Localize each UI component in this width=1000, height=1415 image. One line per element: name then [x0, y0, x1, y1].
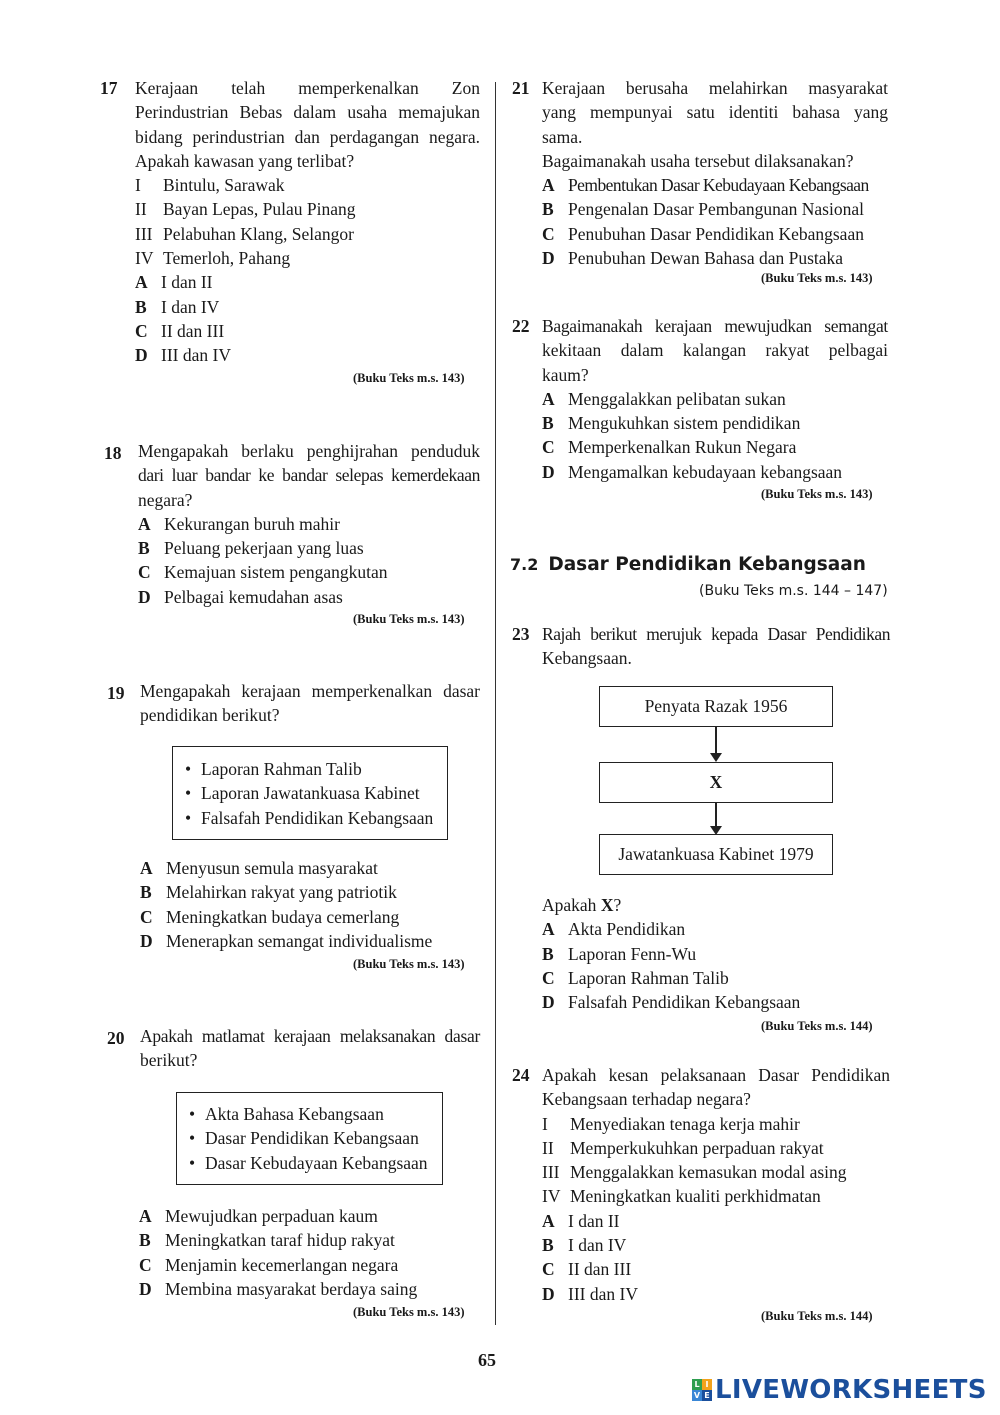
flow-box-penyata-razak: Penyata Razak 1956 — [599, 686, 833, 727]
logo-tile: E — [702, 1390, 712, 1401]
question-stem-line: pendidikan berikut? — [140, 705, 280, 726]
answer-option-b[interactable]: B I dan IV — [135, 296, 220, 317]
answer-option-b[interactable]: B Pengenalan Dasar Pembangunan Nasional — [542, 199, 864, 220]
answer-option-b[interactable]: B Melahirkan rakyat yang patriotik — [140, 882, 397, 903]
section-heading — [510, 554, 866, 575]
question-prompt: Apakah X ? — [542, 895, 622, 915]
question-number: 20 — [107, 1028, 125, 1048]
answer-option-a[interactable]: A I dan II — [542, 1210, 620, 1231]
policy-list-box — [176, 1092, 443, 1185]
flow-arrow-line — [715, 727, 717, 753]
answer-option-c[interactable]: C Kemajuan sistem pengangkutan — [138, 562, 388, 583]
liveworksheets-icon — [692, 1379, 712, 1401]
flow-box-x: X — [599, 762, 833, 803]
answer-option-d[interactable]: D Membina masyarakat berdaya saing — [139, 1278, 418, 1299]
question-number: 17 — [100, 78, 118, 98]
answer-option-a[interactable]: A Menggalakkan pelibatan sukan — [542, 388, 786, 409]
section-title: Dasar Pendidikan Kebangsaan — [548, 554, 866, 575]
textbook-reference: (Buku Teks m.s. 144) — [761, 1019, 873, 1033]
question-21 — [512, 76, 888, 270]
question-23 — [512, 622, 890, 671]
question-19-options — [140, 856, 480, 953]
question-20 — [107, 1024, 480, 1073]
answer-option-a[interactable]: A Mewujudkan perpaduan kaum — [139, 1206, 378, 1226]
answer-option-b[interactable]: B Mengukuhkan sistem pendidikan — [542, 413, 801, 434]
textbook-reference: (Buku Teks m.s. 143) — [353, 612, 465, 626]
logo-tile: I — [702, 1379, 712, 1390]
policy-list-item: • Laporan Jawatankuasa Kabinet — [185, 781, 447, 805]
answer-option-b[interactable]: B Meningkatkan taraf hidup rakyat — [139, 1230, 395, 1251]
question-stem-line: Bagaimanakah kerajaan mewujudkan semangat — [542, 316, 888, 336]
page-number: 65 — [478, 1350, 496, 1370]
question-18 — [104, 439, 480, 609]
question-stem-line: dari luar bandar ke bandar selepas kemerdekaan — [138, 465, 480, 486]
question-stem-line: Rajah berikut merujuk kepada Dasar Pendidikan — [542, 624, 890, 644]
question-number: 21 — [512, 78, 530, 98]
section-number: 7.2 — [510, 555, 539, 574]
answer-option-c[interactable]: C Menjamin kecemerlangan negara — [139, 1254, 399, 1275]
question-24 — [512, 1063, 890, 1306]
question-stem-line: Kebangsaan. — [542, 648, 632, 669]
answer-option-a[interactable]: A Pembentukan Dasar Kebudayaan Kebangsaan — [542, 175, 869, 196]
column-divider — [495, 82, 496, 1325]
question-stem-line: Apakah kawasan yang terlibat? — [135, 150, 355, 171]
answer-option-a[interactable]: A Kekurangan buruh mahir — [138, 513, 340, 534]
answer-option-a[interactable]: A Akta Pendidikan — [542, 919, 686, 940]
answer-option-d[interactable]: D III dan IV — [542, 1283, 638, 1304]
question-23-body — [542, 893, 888, 1014]
statement-item: III Pelabuhan Klang, Selangor — [135, 223, 354, 244]
section-reference: (Buku Teks m.s. 144 – 147) — [699, 583, 888, 599]
answer-option-c[interactable]: C Memperkenalkan Rukun Negara — [542, 437, 797, 458]
logo-tile: L — [692, 1379, 702, 1390]
question-stem-line: Perindustrian Bebas dalam usaha memajukan — [135, 102, 480, 123]
question-stem-line: Kebangsaan terhadap negara? — [542, 1089, 751, 1110]
textbook-reference: (Buku Teks m.s. 143) — [353, 1305, 465, 1319]
answer-option-c[interactable]: C Meningkatkan budaya cemerlang — [140, 906, 400, 927]
question-20-options — [139, 1204, 480, 1301]
statement-item: II Bayan Lepas, Pulau Pinang — [135, 199, 356, 220]
question-number: 24 — [512, 1065, 530, 1085]
policy-list-item: • Falsafah Pendidikan Kebangsaan — [185, 806, 447, 830]
question-number: 22 — [512, 316, 530, 336]
answer-option-c[interactable]: C Penubuhan Dasar Pendidikan Kebangsaan — [542, 223, 864, 244]
statement-item: III Menggalakkan kemasukan modal asing — [542, 1162, 847, 1183]
question-number: 18 — [104, 443, 122, 463]
question-number: 23 — [512, 624, 530, 644]
answer-option-a[interactable]: A Menyusun semula masyarakat — [140, 858, 378, 878]
answer-option-b[interactable]: B I dan IV — [542, 1235, 627, 1256]
answer-option-d[interactable]: D Pelbagai kemudahan asas — [138, 586, 343, 607]
question-17 — [100, 76, 480, 368]
answer-option-d[interactable]: D Menerapkan semangat individualisme — [140, 930, 433, 951]
answer-option-b[interactable]: B Laporan Fenn-Wu — [542, 943, 697, 964]
question-stem-line: kekitaan dalam kalangan rakyat pelbagai — [542, 340, 888, 361]
textbook-reference: (Buku Teks m.s. 143) — [761, 271, 873, 285]
question-stem-line: Apakah matlamat kerajaan melaksanakan dasar — [140, 1026, 480, 1046]
liveworksheets-logo[interactable] — [692, 1375, 987, 1405]
logo-text: LIVEWORKSHEETS — [715, 1375, 987, 1405]
answer-option-c[interactable]: C II dan III — [542, 1259, 632, 1280]
policy-list-item: • Dasar Pendidikan Kebangsaan — [189, 1126, 442, 1150]
question-19 — [107, 679, 480, 728]
answer-option-d[interactable]: D Penubuhan Dewan Bahasa dan Pustaka — [542, 248, 844, 269]
policy-list-box — [172, 746, 448, 840]
question-stem-line: Kerajaan telah memperkenalkan Zon — [135, 78, 480, 98]
answer-option-c[interactable]: C Laporan Rahman Talib — [542, 967, 729, 988]
answer-option-d[interactable]: D Mengamalkan kebudayaan kebangsaan — [542, 461, 843, 482]
answer-option-b[interactable]: B Peluang pekerjaan yang luas — [138, 538, 364, 559]
question-stem-line: Mengapakah kerajaan memperkenalkan dasar — [140, 681, 480, 701]
statement-item: IV Temerloh, Pahang — [135, 248, 291, 269]
answer-option-d[interactable]: D III dan IV — [135, 345, 231, 366]
answer-option-a[interactable]: A I dan II — [135, 272, 213, 293]
statement-item: II Memperkukuhkan perpaduan rakyat — [542, 1137, 824, 1158]
policy-list-item: • Dasar Kebudayaan Kebangsaan — [189, 1151, 442, 1175]
answer-option-c[interactable]: C II dan III — [135, 320, 225, 341]
textbook-reference: (Buku Teks m.s. 143) — [353, 371, 465, 385]
flow-arrow-line — [715, 803, 717, 826]
policy-list-item: • Laporan Rahman Talib — [185, 757, 447, 781]
question-stem-line: bidang perindustrian dan perdagangan negara. — [135, 126, 480, 147]
question-stem-line: berikut? — [140, 1050, 198, 1071]
question-stem-line: Bagaimanakah usaha tersebut dilaksanakan? — [542, 150, 854, 171]
statement-item: IV Meningkatkan kualiti perkhidmatan — [542, 1186, 821, 1207]
question-number: 19 — [107, 683, 125, 703]
logo-tile: V — [693, 1391, 701, 1400]
statement-item: I Bintulu, Sarawak — [135, 175, 285, 196]
textbook-reference: (Buku Teks m.s. 144) — [761, 1309, 873, 1323]
textbook-reference: (Buku Teks m.s. 143) — [761, 487, 873, 501]
question-stem-line: sama. — [542, 126, 583, 147]
question-stem-line: yang mempunyai satu identiti bahasa yang — [542, 102, 888, 123]
statement-item: I Menyediakan tenaga kerja mahir — [542, 1113, 800, 1134]
question-stem-line: negara? — [138, 489, 193, 510]
flow-box-jawatankuasa-kabinet: Jawatankuasa Kabinet 1979 — [599, 834, 833, 875]
textbook-reference: (Buku Teks m.s. 143) — [353, 957, 465, 971]
question-stem-line: Apakah kesan pelaksanaan Dasar Pendidikan — [542, 1065, 890, 1085]
policy-list-item: • Akta Bahasa Kebangsaan — [189, 1102, 442, 1126]
answer-option-d[interactable]: D Falsafah Pendidikan Kebangsaan — [542, 992, 801, 1013]
question-22 — [512, 314, 888, 484]
question-stem-line: Kerajaan berusaha melahirkan masyarakat — [542, 78, 888, 98]
question-stem-line: Mengapakah berlaku penghijrahan penduduk — [138, 441, 480, 461]
flow-arrow-head — [710, 753, 722, 762]
question-stem-line: kaum? — [542, 364, 589, 385]
